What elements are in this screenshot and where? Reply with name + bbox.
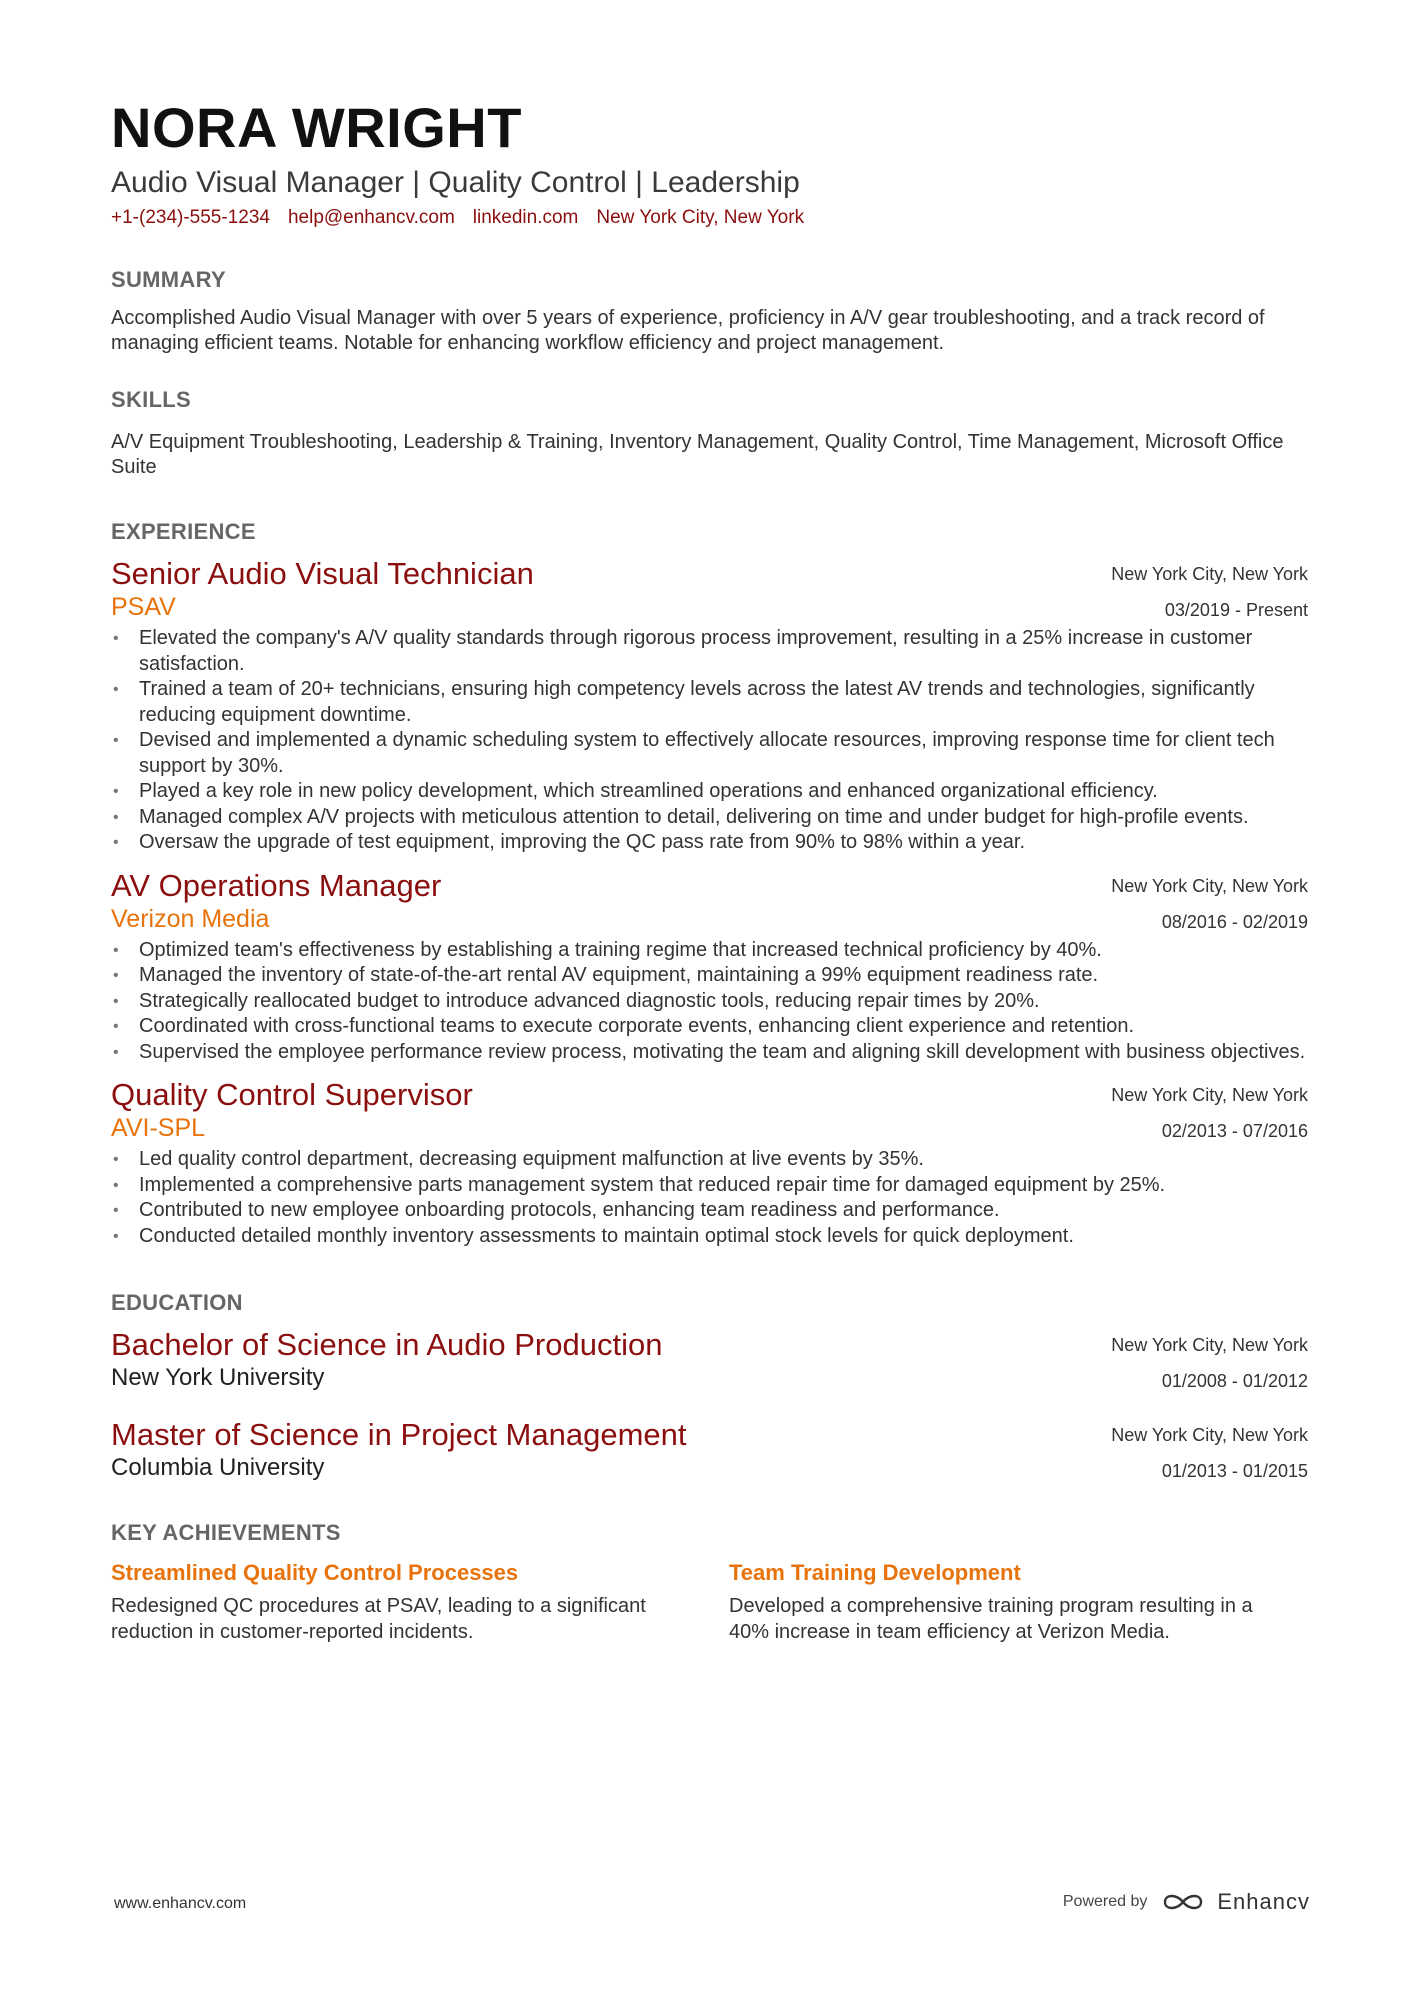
skills-section xyxy=(111,386,1308,480)
job-bullet: • Oversaw the upgrade of test equipment, improving the QC pass rate from 90% to 98% within a year. xyxy=(111,830,1308,856)
job-meta xyxy=(1111,1077,1308,1149)
contact-line xyxy=(111,206,1308,230)
bullet-dot-icon: • xyxy=(113,783,119,800)
bullet-dot-icon: • xyxy=(113,1227,119,1245)
job-bullet: • Trained a team of 20+ technicians, ensuring high competency levels across the latest AV trends and technologies, significantly reducing equipment downtime. xyxy=(113,678,1255,726)
job-location: New York City, New York xyxy=(1111,564,1308,584)
job-bullets xyxy=(111,1147,1308,1249)
enhancv-logo-icon xyxy=(1161,1890,1207,1914)
achievements-section xyxy=(111,1519,1308,1645)
achievement-title: Team Training Development xyxy=(729,1560,1021,1585)
achievement-title: Streamlined Quality Control Processes xyxy=(111,1560,519,1585)
job-location: New York City, New York xyxy=(1111,875,1308,896)
summary-text: Accomplished Audio Visual Manager with over 5 years of experience, proficiency in A/V gear troubleshooting, and a track record of managing efficient teams. Notable for enhancing workflow efficiency and project management. xyxy=(111,307,1265,354)
job-bullet: • Managed the inventory of state-of-the-art rental AV equipment, maintaining a 99% equipment readiness rate. xyxy=(111,963,1308,989)
job-bullet: • Contributed to new employee onboarding protocols, enhancing team readiness and performance. xyxy=(111,1198,1308,1224)
job-title: Senior Audio Visual Technician xyxy=(111,556,534,591)
school-name: Columbia University xyxy=(111,1454,325,1481)
job-bullet: • Managed complex A/V projects with meticulous attention to detail, delivering on time and under budget for high-profile events. xyxy=(111,805,1308,831)
bullet-dot-icon: • xyxy=(113,992,119,1010)
bullet-dot-icon: • xyxy=(113,941,119,959)
experience-entry xyxy=(111,868,1308,1066)
powered-by-label: Powered by xyxy=(1062,1893,1148,1910)
job-bullets xyxy=(111,626,1308,856)
achievement-text: Developed a comprehensive training program resulting in a 40% increase in team efficiency at Verizon Media. xyxy=(729,1595,1253,1643)
bullet-dot-icon: • xyxy=(113,1043,119,1061)
experience-section xyxy=(111,518,1308,1249)
education-section xyxy=(111,1289,1308,1483)
bullet-dot-icon: • xyxy=(113,630,119,647)
bullet-dot-icon: • xyxy=(113,1151,119,1168)
resume-page xyxy=(111,96,1308,1645)
degree-title: Bachelor of Science in Audio Production xyxy=(111,1327,663,1362)
experience-title: EXPERIENCE xyxy=(111,519,256,544)
bullet-dot-icon: • xyxy=(113,1176,119,1194)
education-meta xyxy=(1111,1417,1308,1489)
achievements-title: KEY ACHIEVEMENTS xyxy=(111,1520,341,1545)
job-bullet: • Elevated the company's A/V quality standards through rigorous process improvement, resulting in a 25% increase in customer satisfaction. xyxy=(113,627,1253,675)
contact-linkedin[interactable]: linkedin.com xyxy=(472,207,579,228)
experience-entry xyxy=(111,1077,1308,1249)
footer-branding xyxy=(1063,1889,1310,1915)
achievement-item xyxy=(729,1559,1308,1645)
bullet-dot-icon: • xyxy=(113,681,119,698)
education-meta xyxy=(1111,1327,1308,1399)
achievements-grid xyxy=(111,1559,1308,1645)
job-bullet: • Played a key role in new policy development, which streamlined operations and enhanced organizational efficiency. xyxy=(111,779,1308,805)
bullet-dot-icon: • xyxy=(113,1018,119,1035)
school-name: New York University xyxy=(111,1364,325,1391)
job-bullet: • Conducted detailed monthly inventory assessments to maintain optimal stock levels for quick deployment. xyxy=(111,1224,1308,1250)
bullet-dot-icon: • xyxy=(113,967,119,984)
education-title: EDUCATION xyxy=(111,1290,243,1315)
candidate-headline: Audio Visual Manager | Quality Control | Leadership xyxy=(111,166,800,199)
education-dates: 01/2008 - 01/2012 xyxy=(1161,1371,1308,1391)
job-bullet: • Strategically reallocated budget to introduce advanced diagnostic tools, reducing repair times by 20%. xyxy=(111,989,1308,1015)
job-bullet: • Coordinated with cross-functional teams to execute corporate events, enhancing client experience and retention. xyxy=(111,1014,1308,1040)
job-bullets xyxy=(111,938,1308,1066)
education-dates: 01/2013 - 01/2015 xyxy=(1161,1461,1308,1481)
job-bullet: • Led quality control department, decreasing equipment malfunction at live events by 35%. xyxy=(111,1147,1308,1173)
job-meta xyxy=(1111,868,1308,940)
job-bullet: • Supervised the employee performance review process, motivating the team and aligning skill development with business objectives. xyxy=(111,1040,1308,1066)
job-company: AVI-SPL xyxy=(111,1114,206,1142)
contact-location: New York City, New York xyxy=(596,207,805,228)
achievement-item xyxy=(111,1559,729,1645)
bullet-dot-icon: • xyxy=(113,834,119,851)
resume-header xyxy=(111,96,1308,230)
achievement-text: Redesigned QC procedures at PSAV, leading to a significant reduction in customer-reported incidents. xyxy=(111,1595,646,1643)
skills-title: SKILLS xyxy=(111,387,192,412)
candidate-name: NORA WRIGHT xyxy=(111,96,522,159)
job-location: New York City, New York xyxy=(1111,1085,1308,1105)
brand-logo[interactable] xyxy=(1161,1889,1310,1915)
job-title: AV Operations Manager xyxy=(111,867,442,903)
job-bullet: • Optimized team's effectiveness by establishing a training regime that increased technical proficiency by 40%. xyxy=(111,938,1308,964)
job-meta xyxy=(1111,556,1308,628)
brand-name: Enhancv xyxy=(1217,1889,1310,1914)
bullet-dot-icon: • xyxy=(113,1202,119,1219)
education-location: New York City, New York xyxy=(1111,1425,1308,1445)
bullet-dot-icon: • xyxy=(113,732,119,749)
summary-section xyxy=(111,266,1308,356)
education-location: New York City, New York xyxy=(1111,1335,1308,1355)
contact-email[interactable]: help@enhancv.com xyxy=(287,207,455,228)
contact-phone[interactable]: +1-(234)-555-1234 xyxy=(111,207,270,228)
job-title: Quality Control Supervisor xyxy=(111,1077,473,1112)
bullet-dot-icon: • xyxy=(113,808,119,826)
experience-entry xyxy=(111,556,1308,856)
job-dates: 02/2013 - 07/2016 xyxy=(1161,1121,1308,1141)
job-dates: 03/2019 - Present xyxy=(1164,600,1308,620)
degree-title: Master of Science in Project Management xyxy=(111,1417,687,1452)
education-entry xyxy=(111,1417,1308,1483)
job-company: Verizon Media xyxy=(111,904,270,933)
job-company: PSAV xyxy=(111,593,176,621)
summary-title: SUMMARY xyxy=(111,267,226,292)
job-bullet: • Devised and implemented a dynamic scheduling system to effectively allocate resources, improving response time for client tech support by 30%. xyxy=(113,729,1275,777)
footer-website[interactable]: www.enhancv.com xyxy=(114,1895,247,1912)
education-entry xyxy=(111,1327,1308,1393)
page-footer xyxy=(0,1889,1410,1919)
job-bullet: • Implemented a comprehensive parts management system that reduced repair time for damaged equipment by 25%. xyxy=(111,1173,1308,1199)
job-dates: 08/2016 - 02/2019 xyxy=(1161,911,1308,932)
skills-text: A/V Equipment Troubleshooting, Leadership & Training, Inventory Management, Quality Control, Time Management, Microsoft Office Suite xyxy=(111,431,1284,478)
